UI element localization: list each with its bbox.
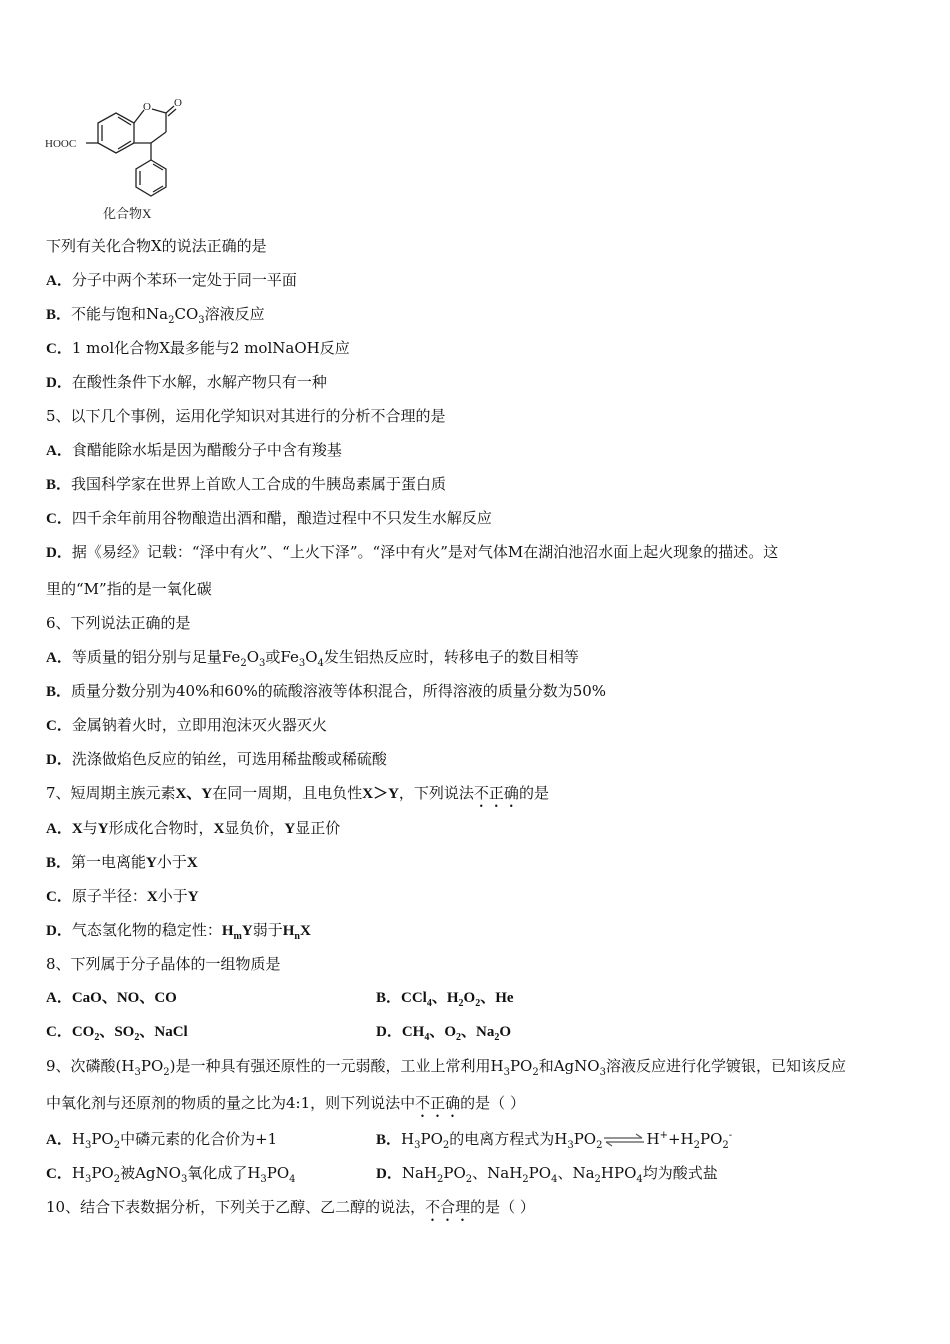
q9-stem-line2: 中氧化剂与还原剂的物质的量之比为4:1，则下列说法中不正确的是（ ） <box>46 1094 525 1112</box>
q8-option-c: C．$CO_2$、$SO_2$、NaCl <box>46 1024 188 1043</box>
q7-option-d: D．气态氢化物的稳定性：$H_mY$弱于$H_nX$ <box>46 921 311 942</box>
q6-option-d: D．洗涤做焰色反应的铂丝，可选用稀盐酸或稀硫酸 <box>46 750 387 768</box>
emphasis-unreasonable: 不合理 <box>425 1198 471 1216</box>
hooc-label: HOOC <box>45 138 77 150</box>
figure-caption: 化合物X <box>103 206 152 221</box>
emphasis-not-correct: 不正确 <box>415 1094 461 1112</box>
q9-option-b: B．$H_3PO_2$的电离方程式为$H_3PO_2$ $H^++H_2PO_2^-$ <box>376 1130 733 1151</box>
q4-option-b: B．不能与饱和$Na_2CO_3$溶液反应 <box>46 305 265 326</box>
q8-stem: 8、下列属于分子晶体的一组物质是 <box>46 955 281 973</box>
q8-option-a: A．CaO、NO、CO <box>46 990 177 1006</box>
q4-option-d: D．在酸性条件下水解，水解产物只有一种 <box>46 373 327 391</box>
q9-stem-line1: 9、次磷酸$(H_3PO_2)$是一种具有强还原性的一元弱酸，工业上常利用$H_3PO_2$和AgNO$_3$溶液反应进行化学镀银，已知该反应 <box>46 1057 846 1078</box>
q5-option-d-line2: 里的“M”指的是一氧化碳 <box>46 580 212 598</box>
ring-oxygen-label: O <box>143 101 151 113</box>
q4-option-a: A．分子中两个苯环一定处于同一平面 <box>46 271 297 289</box>
q9-option-a: A．$H_3PO_2$中磷元素的化合价为+1 <box>46 1130 278 1151</box>
q5-option-a: A．食醋能除水垢是因为醋酸分子中含有羧基 <box>46 441 342 459</box>
q5-option-b: B．我国科学家在世界上首欧人工合成的牛胰岛素属于蛋白质 <box>46 475 447 493</box>
q5-option-c: C．四千余年前用谷物酿造出酒和醋，酿造过程中不只发生水解反应 <box>46 509 492 527</box>
q4-stem: 下列有关化合物X的说法正确的是 <box>46 237 267 255</box>
emphasis-not-correct: 不正确 <box>473 784 519 802</box>
q4-option-c: C．1 mol化合物X最多能与2 molNaOH反应 <box>46 339 350 357</box>
carbonyl-oxygen-label: O <box>174 97 182 109</box>
q7-stem: 7、短周期主族元素X、Y在同一周期，且电负性X＞Y，下列说法不正确的是 <box>46 784 549 802</box>
q7-option-a: A．X与Y形成化合物时，X显负价，Y显正价 <box>46 819 341 837</box>
q10-stem: 10、结合下表数据分析，下列关于乙醇、乙二醇的说法，不合理的是（ ） <box>46 1198 535 1216</box>
q9-option-c: C．$H_3PO_2$被AgNO$_3$氧化成了$H_3PO_4$ <box>46 1164 296 1185</box>
q5-stem: 5、以下几个事例，运用化学知识对其进行的分析不合理的是 <box>46 407 446 425</box>
q5-option-d-line1: D．据《易经》记载：“泽中有火”、“上火下泽”。“泽中有火”是对气体M在湖泊池沼水面上起火现象的描述。这 <box>46 543 779 561</box>
q6-option-c: C．金属钠着火时，立即用泡沫灭火器灭火 <box>46 716 327 734</box>
equilibrium-arrow-icon <box>602 1133 646 1147</box>
q8-option-d: D．$CH_4$、$O_2$、$Na_2O$ <box>376 1024 512 1043</box>
compound-x-structure <box>40 90 210 225</box>
fused-benzene-ring <box>98 113 134 153</box>
q8-option-b: B．CCl$_4$、$H_2O_2$、He <box>376 990 514 1009</box>
q6-option-b: B．质量分数分别为40%和60%的硫酸溶液等体积混合，所得溶液的质量分数为50% <box>46 682 607 700</box>
q7-option-c: C．原子半径：X小于Y <box>46 887 199 905</box>
q6-option-a: A．等质量的铝分别与足量$Fe_2O_3$或$Fe_3O_4$发生铝热反应时，转移电子的数目相等 <box>46 648 579 669</box>
q9-option-d: D．$NaH_2PO_2$、$NaH_2PO_4$、$Na_2HPO_4$均为酸式盐 <box>376 1164 718 1185</box>
q7-option-b: B．第一电离能Y小于X <box>46 853 198 871</box>
structure-bonds <box>86 106 176 196</box>
q6-stem: 6、下列说法正确的是 <box>46 614 191 632</box>
